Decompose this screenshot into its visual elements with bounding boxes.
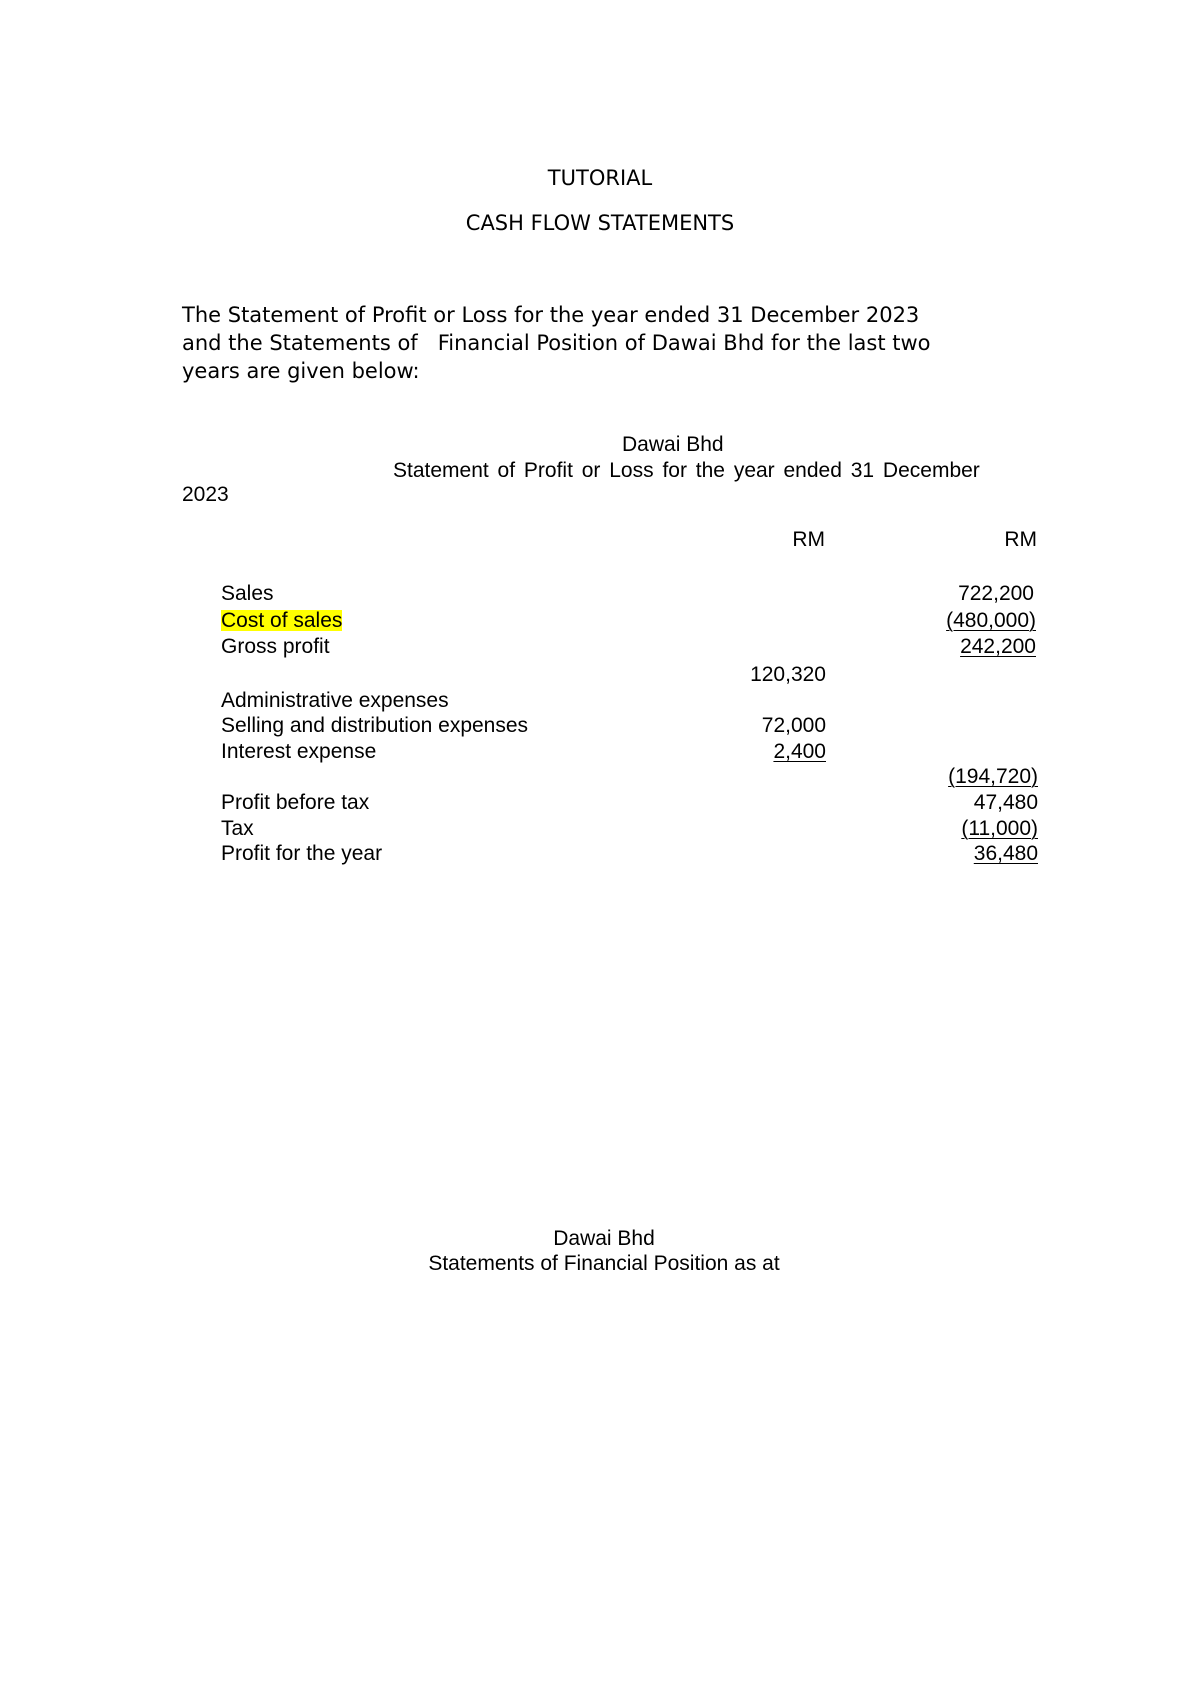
- pl-title-line-1: Statement of Profit or Loss for the year ended 31 December: [393, 459, 980, 482]
- sofp-company-name: [0, 1228, 1200, 1249]
- pl-gross-profit-label: Gross profit: [221, 635, 330, 658]
- sofp-title: [0, 1253, 1200, 1274]
- pl-title-line-2: 2023: [182, 483, 229, 506]
- pl-profit-for-year-label: Profit for the year: [221, 842, 383, 865]
- pl-total-expenses-value: (194,720): [948, 765, 1038, 788]
- pl-gross-profit-value: 242,200: [960, 635, 1036, 658]
- intro-line-2: and the Statements of Financial Position of Dawai Bhd for the last two: [182, 331, 931, 355]
- pl-company-name: Dawai Bhd: [622, 433, 724, 456]
- intro-line-3: years are given below:: [182, 359, 420, 383]
- pl-sales-value: 722,200: [958, 582, 1034, 605]
- pl-admin-expenses-label: Administrative expenses: [221, 689, 449, 712]
- pl-interest-expense-value: 2,400: [773, 740, 826, 763]
- pl-column-2-header: RM: [1004, 528, 1037, 551]
- sofp-title-text: Statements of Financial Position as at: [428, 1252, 780, 1275]
- pl-cost-of-sales-value: (480,000): [946, 609, 1036, 632]
- pl-tax-label: Tax: [221, 817, 254, 840]
- pl-column-1-header: RM: [792, 528, 825, 551]
- pl-selling-expenses-value: 72,000: [761, 714, 826, 737]
- pl-profit-for-year-value: 36,480: [973, 842, 1038, 865]
- pl-selling-expenses-label: Selling and distribution expenses: [221, 714, 529, 737]
- pl-profit-before-tax-value: 47,480: [973, 791, 1038, 814]
- pl-admin-expenses-value: 120,320: [750, 663, 826, 686]
- document-title: CASH FLOW STATEMENTS: [465, 211, 735, 235]
- pl-profit-before-tax-label: Profit before tax: [221, 791, 370, 814]
- pl-tax-value: (11,000): [961, 817, 1038, 840]
- tutorial-heading: TUTORIAL: [547, 166, 653, 190]
- pl-interest-expense-label: Interest expense: [221, 740, 377, 763]
- pl-cost-of-sales-label: Cost of sales: [221, 609, 343, 632]
- pl-sales-label: Sales: [221, 582, 274, 605]
- intro-line-1: The Statement of Profit or Loss for the year ended 31 December 2023: [182, 303, 920, 327]
- sofp-company-name-text: Dawai Bhd: [553, 1227, 655, 1250]
